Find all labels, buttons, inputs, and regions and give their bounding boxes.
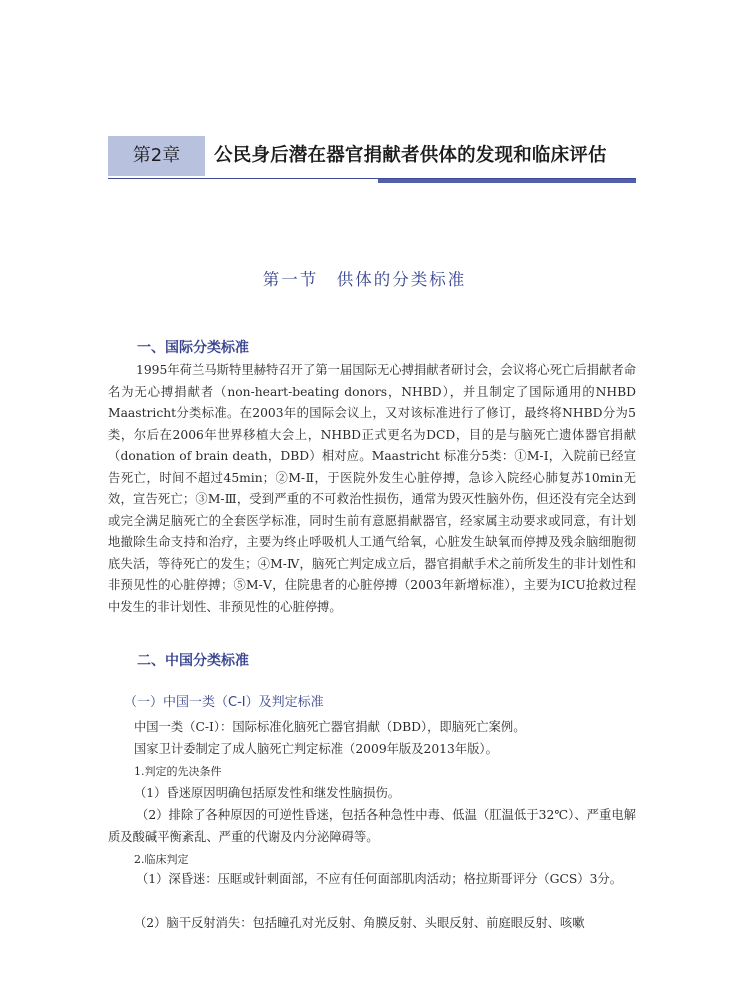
paragraph-text: 1995年荷兰马斯特里赫特召开了第一届国际无心搏捐献者研讨会，会议将心死亡后捐献者命名为无心搏捐献者（non-heart-beating donors，NHBD），并且制定了国际通用的NHBD Maastricht分类标准。在2003年的国际会议上，又对该标准进行了修订，最终将NHBD分为5类，尔后在2006年世界移植大会上，NHBD正式更名为DCD，目的是与脑死亡遗体器官捐献（donation of brain death，DBD）相对应。Maastricht 标准分5类：①M-Ⅰ，入院前已经宣告死亡，时间不超过45min；②M-Ⅱ，于医院外发生心脏停搏，急诊入院经心肺复苏10min无效，宣告死亡；③M-Ⅲ，受到严重的不可救治性损伤，通常为毁灭性脑外伤，但还没有完全达到或完全满足脑死亡的全套医学标准，同时生前有意愿捐献器官，经家属主动要求或同意，有计划地撤除生命支持和治疗，主要为终止呼吸机人工通气给氧，心脏发生缺氧而停搏及残余脑细胞彻底失活，等待死亡的发生；④M-Ⅳ，脑死亡判定成立后，器官捐献手术之前所发生的非计划性和非预见性的心脏停搏；⑤M-Ⅴ，住院患者的心脏停搏（2003年新增标准），主要为ICU抢救过程中发生的非计划性、非预见性的心脏停搏。 [108, 363, 636, 614]
chapter-title: 公民身后潜在器官捐献者供体的发现和临床评估 [214, 145, 607, 166]
list-item [108, 805, 636, 848]
chapter-divider-accent [378, 179, 636, 183]
chapter-number-box [108, 136, 205, 176]
list-item: （2）脑干反射消失：包括瞳孔对光反射、角膜反射、头眼反射、前庭眼反射、咳嗽 [134, 916, 585, 930]
chapter-header [108, 136, 636, 176]
subheading-china-class-one: （一）中国一类（C-Ⅰ）及判定标准 [124, 695, 324, 710]
text-line: 国家卫计委制定了成人脑死亡判定标准（2009年版及2013年版）。 [134, 742, 498, 756]
list-item [108, 869, 636, 891]
text-line: 中国一类（C-Ⅰ）：国际标准化脑死亡器官捐献（DBD），即脑死亡案例。 [134, 720, 526, 734]
list-item: （1）昏迷原因明确包括原发性和继发性脑损伤。 [134, 786, 401, 800]
list-item-text: （2）排除了各种原因的可逆性昏迷，包括各种急性中毒、低温（肛温低于32℃）、严重电解质及酸碱平衡紊乱、严重的代谢及内分泌障碍等。 [108, 808, 636, 844]
list-item-text: （1）深昏迷：压眶或针刺面部，不应有任何面部肌肉活动；格拉斯哥评分（GCS）3分。 [136, 872, 622, 886]
heading-china-standard: 二、中国分类标准 [137, 653, 249, 669]
label-clinical-judgment: 2.临床判定 [134, 853, 189, 866]
chapter-number: 第2章 [132, 145, 181, 166]
heading-international-standard: 一、国际分类标准 [137, 340, 249, 356]
paragraph-maastricht [108, 360, 636, 618]
section-title: 第一节 供体的分类标准 [262, 270, 467, 289]
label-prerequisite: 1.判定的先决条件 [134, 765, 222, 778]
